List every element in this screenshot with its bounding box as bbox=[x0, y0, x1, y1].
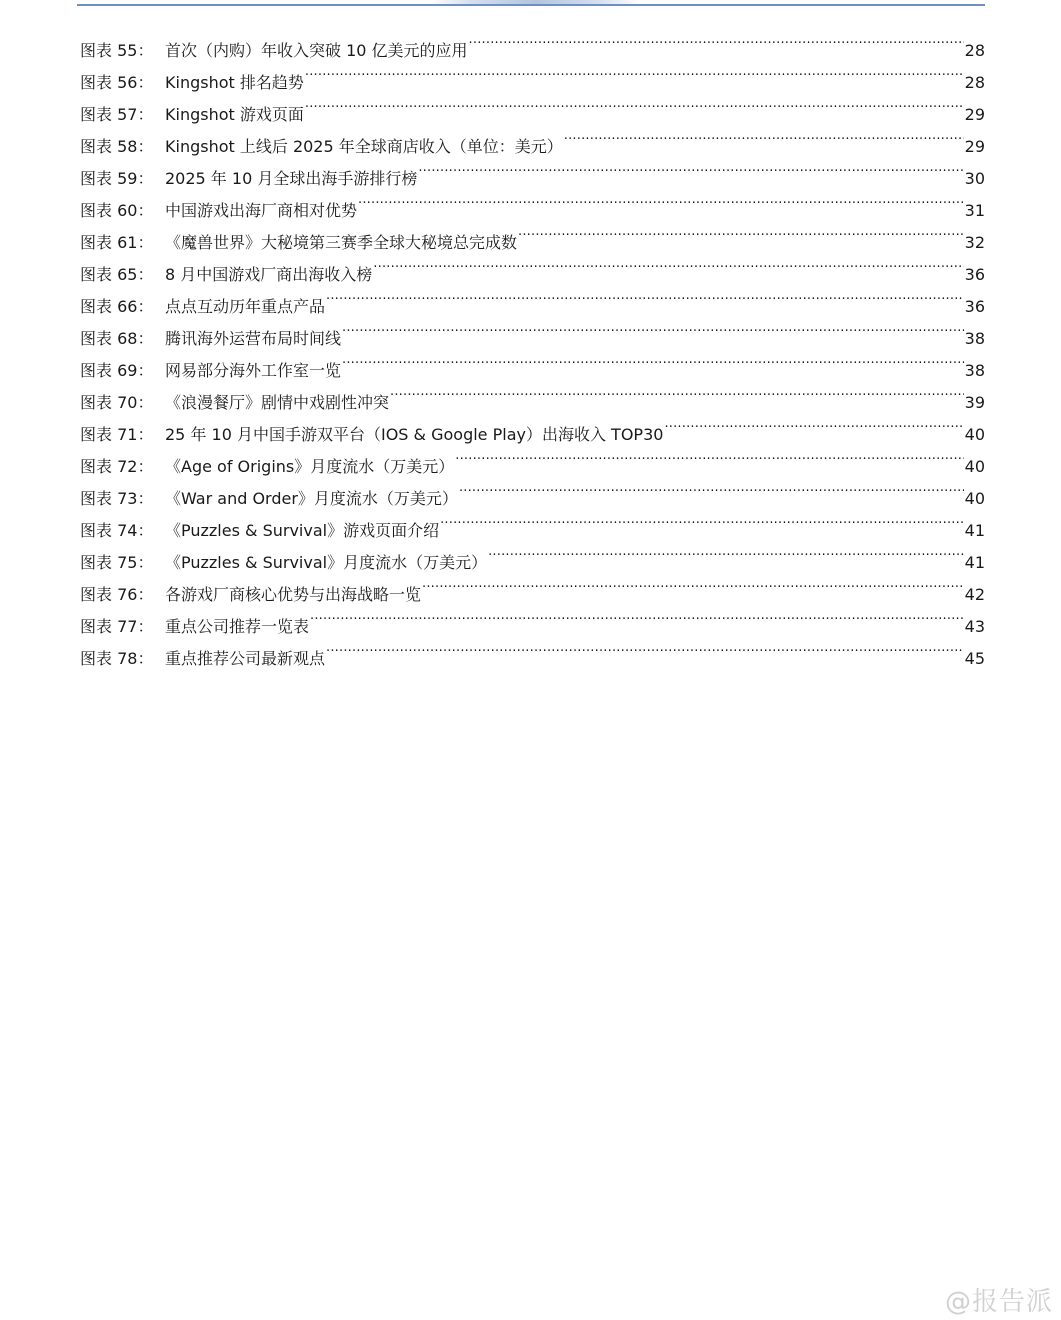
toc-entry-label: 图表 56： bbox=[80, 73, 154, 92]
toc-entry-label: 图表 61： bbox=[80, 233, 154, 252]
toc-leader-dots bbox=[488, 536, 964, 568]
toc-entry-title: 25 年 10 月中国手游双平台（IOS & Google Play）出海收入 TOP30 bbox=[165, 425, 664, 444]
toc-entry-title: 中国游戏出海厂商相对优势 bbox=[165, 201, 358, 220]
toc-entry-label: 图表 58： bbox=[80, 137, 154, 156]
toc-entry-title: 点点互动历年重点产品 bbox=[165, 297, 326, 316]
toc-entry-page: 30 bbox=[964, 169, 985, 188]
toc-entry-label: 图表 71： bbox=[80, 425, 154, 444]
toc-leader-dots bbox=[564, 120, 964, 152]
toc-entry-title: Kingshot 上线后 2025 年全球商店收入（单位：美元） bbox=[165, 137, 563, 156]
toc-entry-title: 各游戏厂商核心优势与出海战略一览 bbox=[165, 585, 422, 604]
toc-entry-page: 31 bbox=[964, 201, 985, 220]
toc-entry-label: 图表 59： bbox=[80, 169, 154, 188]
toc-leader-dots bbox=[390, 376, 964, 408]
toc-leader-dots bbox=[459, 472, 964, 504]
toc-entry-page: 40 bbox=[964, 425, 985, 444]
toc-entry-title: 《浪漫餐厅》剧情中戏剧性冲突 bbox=[165, 393, 390, 412]
table-of-figures bbox=[80, 24, 985, 668]
toc-entry-page: 38 bbox=[964, 361, 985, 380]
toc-leader-dots bbox=[326, 280, 964, 312]
toc-entry-page: 29 bbox=[964, 137, 985, 156]
toc-leader-dots bbox=[469, 24, 964, 56]
toc-entry-label: 图表 77： bbox=[80, 617, 154, 636]
toc-entry-label: 图表 70： bbox=[80, 393, 154, 412]
toc-entry-title: 2025 年 10 月全球出海手游排行榜 bbox=[165, 169, 418, 188]
toc-entry-title: Kingshot 游戏页面 bbox=[165, 105, 304, 124]
toc-entry-label: 图表 72： bbox=[80, 457, 154, 476]
header-rule bbox=[77, 4, 985, 6]
toc-entry-page: 32 bbox=[964, 233, 985, 252]
toc-entry-title: 《Puzzles & Survival》游戏页面介绍 bbox=[165, 521, 440, 540]
toc-leader-dots bbox=[358, 184, 964, 216]
toc-entry-label: 图表 66： bbox=[80, 297, 154, 316]
toc-entry[interactable] bbox=[80, 24, 985, 60]
toc-entry-page: 28 bbox=[964, 73, 985, 92]
toc-entry-label: 图表 60： bbox=[80, 201, 154, 220]
toc-entry-page: 45 bbox=[964, 649, 985, 668]
toc-entry-label: 图表 69： bbox=[80, 361, 154, 380]
toc-leader-dots bbox=[342, 344, 964, 376]
toc-entry-page: 29 bbox=[964, 105, 985, 124]
toc-entry-title: 《Age of Origins》月度流水（万美元） bbox=[165, 457, 455, 476]
toc-entry-page: 43 bbox=[964, 617, 985, 636]
toc-entry-title: 腾讯海外运营布局时间线 bbox=[165, 329, 342, 348]
toc-entry-title: 《Puzzles & Survival》月度流水（万美元） bbox=[165, 553, 488, 572]
toc-leader-dots bbox=[373, 248, 963, 280]
toc-entry-label: 图表 55： bbox=[80, 41, 154, 60]
toc-leader-dots bbox=[664, 408, 963, 440]
toc-leader-dots bbox=[422, 568, 964, 600]
toc-leader-dots bbox=[310, 600, 964, 632]
toc-entry-page: 41 bbox=[964, 521, 985, 540]
toc-leader-dots bbox=[418, 152, 963, 184]
toc-entry-page: 39 bbox=[964, 393, 985, 412]
toc-entry-label: 图表 57： bbox=[80, 105, 154, 124]
toc-entry-page: 38 bbox=[964, 329, 985, 348]
toc-entry-label: 图表 78： bbox=[80, 649, 154, 668]
toc-entry-page: 42 bbox=[964, 585, 985, 604]
toc-leader-dots bbox=[440, 504, 964, 536]
toc-leader-dots bbox=[305, 88, 964, 120]
toc-entry-title: 网易部分海外工作室一览 bbox=[165, 361, 342, 380]
toc-entry-label: 图表 73： bbox=[80, 489, 154, 508]
toc-entry-page: 36 bbox=[964, 297, 985, 316]
toc-entry-page: 40 bbox=[964, 489, 985, 508]
toc-entry-page: 40 bbox=[964, 457, 985, 476]
toc-entry-title: 8 月中国游戏厂商出海收入榜 bbox=[165, 265, 373, 284]
toc-entry-page: 28 bbox=[964, 41, 985, 60]
toc-entry-title: Kingshot 排名趋势 bbox=[165, 73, 304, 92]
toc-entry-title: 首次（内购）年收入突破 10 亿美元的应用 bbox=[165, 41, 468, 60]
toc-leader-dots bbox=[326, 632, 964, 664]
toc-leader-dots bbox=[518, 216, 964, 248]
toc-leader-dots bbox=[342, 312, 964, 344]
toc-entry-page: 41 bbox=[964, 553, 985, 572]
toc-entry-page: 36 bbox=[964, 265, 985, 284]
toc-entry-label: 图表 65： bbox=[80, 265, 154, 284]
toc-entry-label: 图表 68： bbox=[80, 329, 154, 348]
toc-entry-title: 重点推荐公司最新观点 bbox=[165, 649, 326, 668]
watermark: @报告派 bbox=[944, 1287, 1053, 1317]
toc-entry-title: 《War and Order》月度流水（万美元） bbox=[165, 489, 458, 508]
toc-entry-label: 图表 76： bbox=[80, 585, 154, 604]
toc-leader-dots bbox=[455, 440, 963, 472]
toc-entry-label: 图表 75： bbox=[80, 553, 154, 572]
toc-entry-title: 《魔兽世界》大秘境第三赛季全球大秘境总完成数 bbox=[165, 233, 518, 252]
toc-leader-dots bbox=[305, 56, 964, 88]
toc-entry-label: 图表 74： bbox=[80, 521, 154, 540]
toc-entry-title: 重点公司推荐一览表 bbox=[165, 617, 310, 636]
